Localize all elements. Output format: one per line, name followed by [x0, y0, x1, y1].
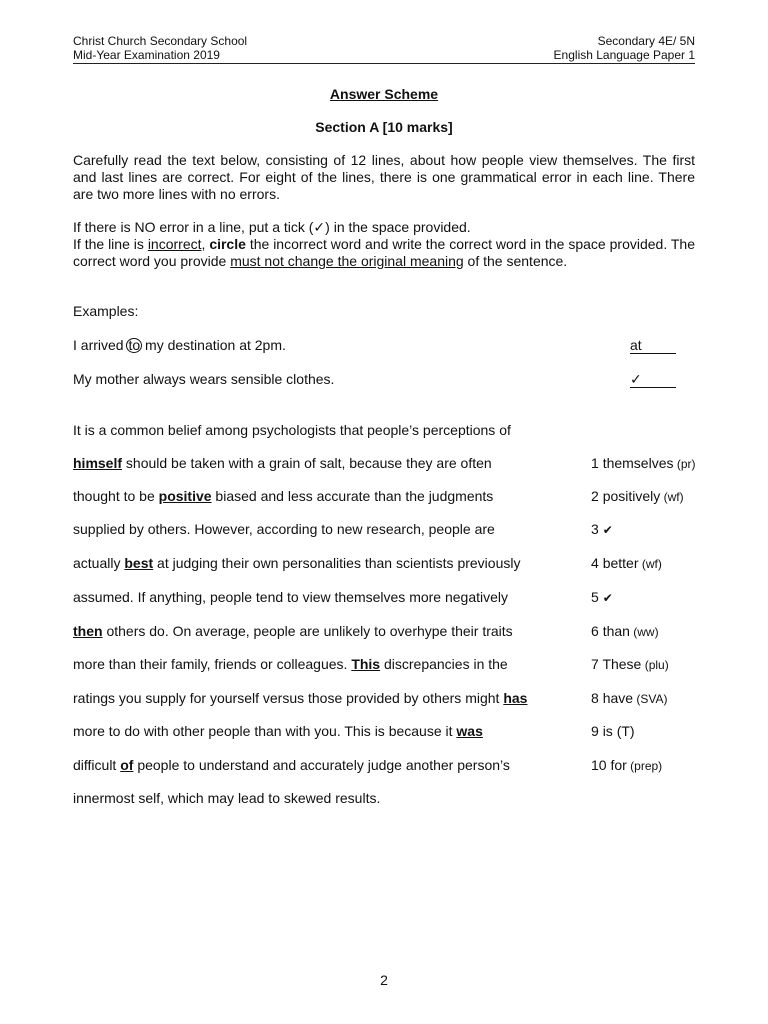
error-word: best	[124, 555, 154, 571]
error-word: positive	[158, 488, 212, 504]
class-level: Secondary 4E/ 5N	[597, 34, 695, 48]
instruction-circle: If the line is incorrect, circle the incorrect word and write the correct word in the space provided. The correct word you provide must not change the original meaning of the sentence.	[73, 236, 696, 269]
instruction-tick: If there is NO error in a line, put a tick (✓) in the space provided.	[73, 219, 471, 235]
answer-key: 5 ✔	[591, 589, 613, 605]
paper-name: English Language Paper 1	[553, 48, 695, 62]
error-word: was	[456, 723, 483, 739]
answer-key: 2 positively (wf)	[591, 488, 684, 504]
example-answer: at	[630, 337, 676, 354]
meaning-phrase: must not change the original meaning	[230, 253, 464, 269]
example-row: My mother always wears sensible clothes. ✓	[73, 371, 695, 388]
error-word: of	[120, 757, 134, 773]
circled-word: to	[128, 337, 141, 353]
circle-word: circle	[209, 236, 246, 252]
error-word: himself	[73, 455, 123, 471]
section-title: Section A [10 marks]	[315, 119, 453, 135]
tick-mark: ✔	[602, 523, 613, 537]
answer-key: 8 have (SVA)	[591, 690, 668, 706]
answer-key: 6 than (ww)	[591, 623, 659, 639]
examples-label: Examples:	[73, 303, 139, 319]
answer-key: 1 themselves (pr)	[591, 455, 696, 471]
example-answer: ✓	[630, 371, 676, 388]
answer-key: 9 is (T)	[591, 723, 635, 739]
error-word: then	[73, 623, 103, 639]
error-word: This	[351, 656, 381, 672]
answer-key: 7 These (plu)	[591, 656, 669, 672]
page-number: 2	[380, 972, 388, 988]
page-title: Answer Scheme	[329, 86, 439, 102]
incorrect-word: incorrect	[147, 236, 202, 252]
page-header	[73, 34, 695, 64]
error-word: has	[503, 690, 528, 706]
answer-key: 3 ✔	[591, 521, 613, 537]
tick-mark: ✔	[602, 591, 613, 605]
answer-key: 4 better (wf)	[591, 555, 662, 571]
intro-paragraph: Carefully read the text below, consisting of 12 lines, about how people view themselves. The first and last lines are correct. For eight of the lines, there is one grammatical error in each line. There are two more lines with no errors.	[73, 152, 695, 202]
exam-name: Mid-Year Examination 2019	[73, 48, 220, 62]
instructions-paragraph	[73, 219, 695, 270]
example-row: I arrived to my destination at 2pm. at	[73, 337, 695, 354]
school-name: Christ Church Secondary School	[73, 34, 248, 48]
exam-page: Christ Church Secondary School Secondary 4E/ 5N Mid-Year Examination 2019 English Language Paper 1 Answer Scheme Section A [10 marks] Carefully read the text below, consisting of 12 lines, about how people view themselves. The first and last lines are correct. For eight of the lines, there is one grammatical error in each line. There are two more lines with no errors. If there is NO error in a line, put a tick (✓) in the space provided. If the line is incorrect, circle the incorrect word and write the correct word in the space provided. The correct word you provide must not change the original meaning of the sentence. Examples: I arrived to my destination at 2pm. at My mother always wears sensible clothes. ✓ It is a common belief among psychologists that people’s perceptions of himself should be taken with a grain of salt, because they are often 1 themselves (pr) thought to be positive biased and less accurate than the judgments 2 positively (wf) supplied by others. However, according to new research, people are 3 ✔ actually best at judging their own personalities than scientists previously 4 better (wf) assumed. If anything, people tend to view themselves more negatively 5 ✔ then others do. On average, people are unlikely to overhype their traits 6 than (ww) more than their family, friends or colleagues. This discrepancies in the 7 These (plu) ratings you supply for yourself versus those provided by others might has 8 have (SVA) more to do with other people than with you. This is because it was 9 is (T) difficult of people to understand and accurately judge another person’s 10 for (prep) innermost self, which may lead to skewed results. 2	[0, 0, 768, 1024]
answer-key: 10 for (prep)	[591, 757, 663, 773]
